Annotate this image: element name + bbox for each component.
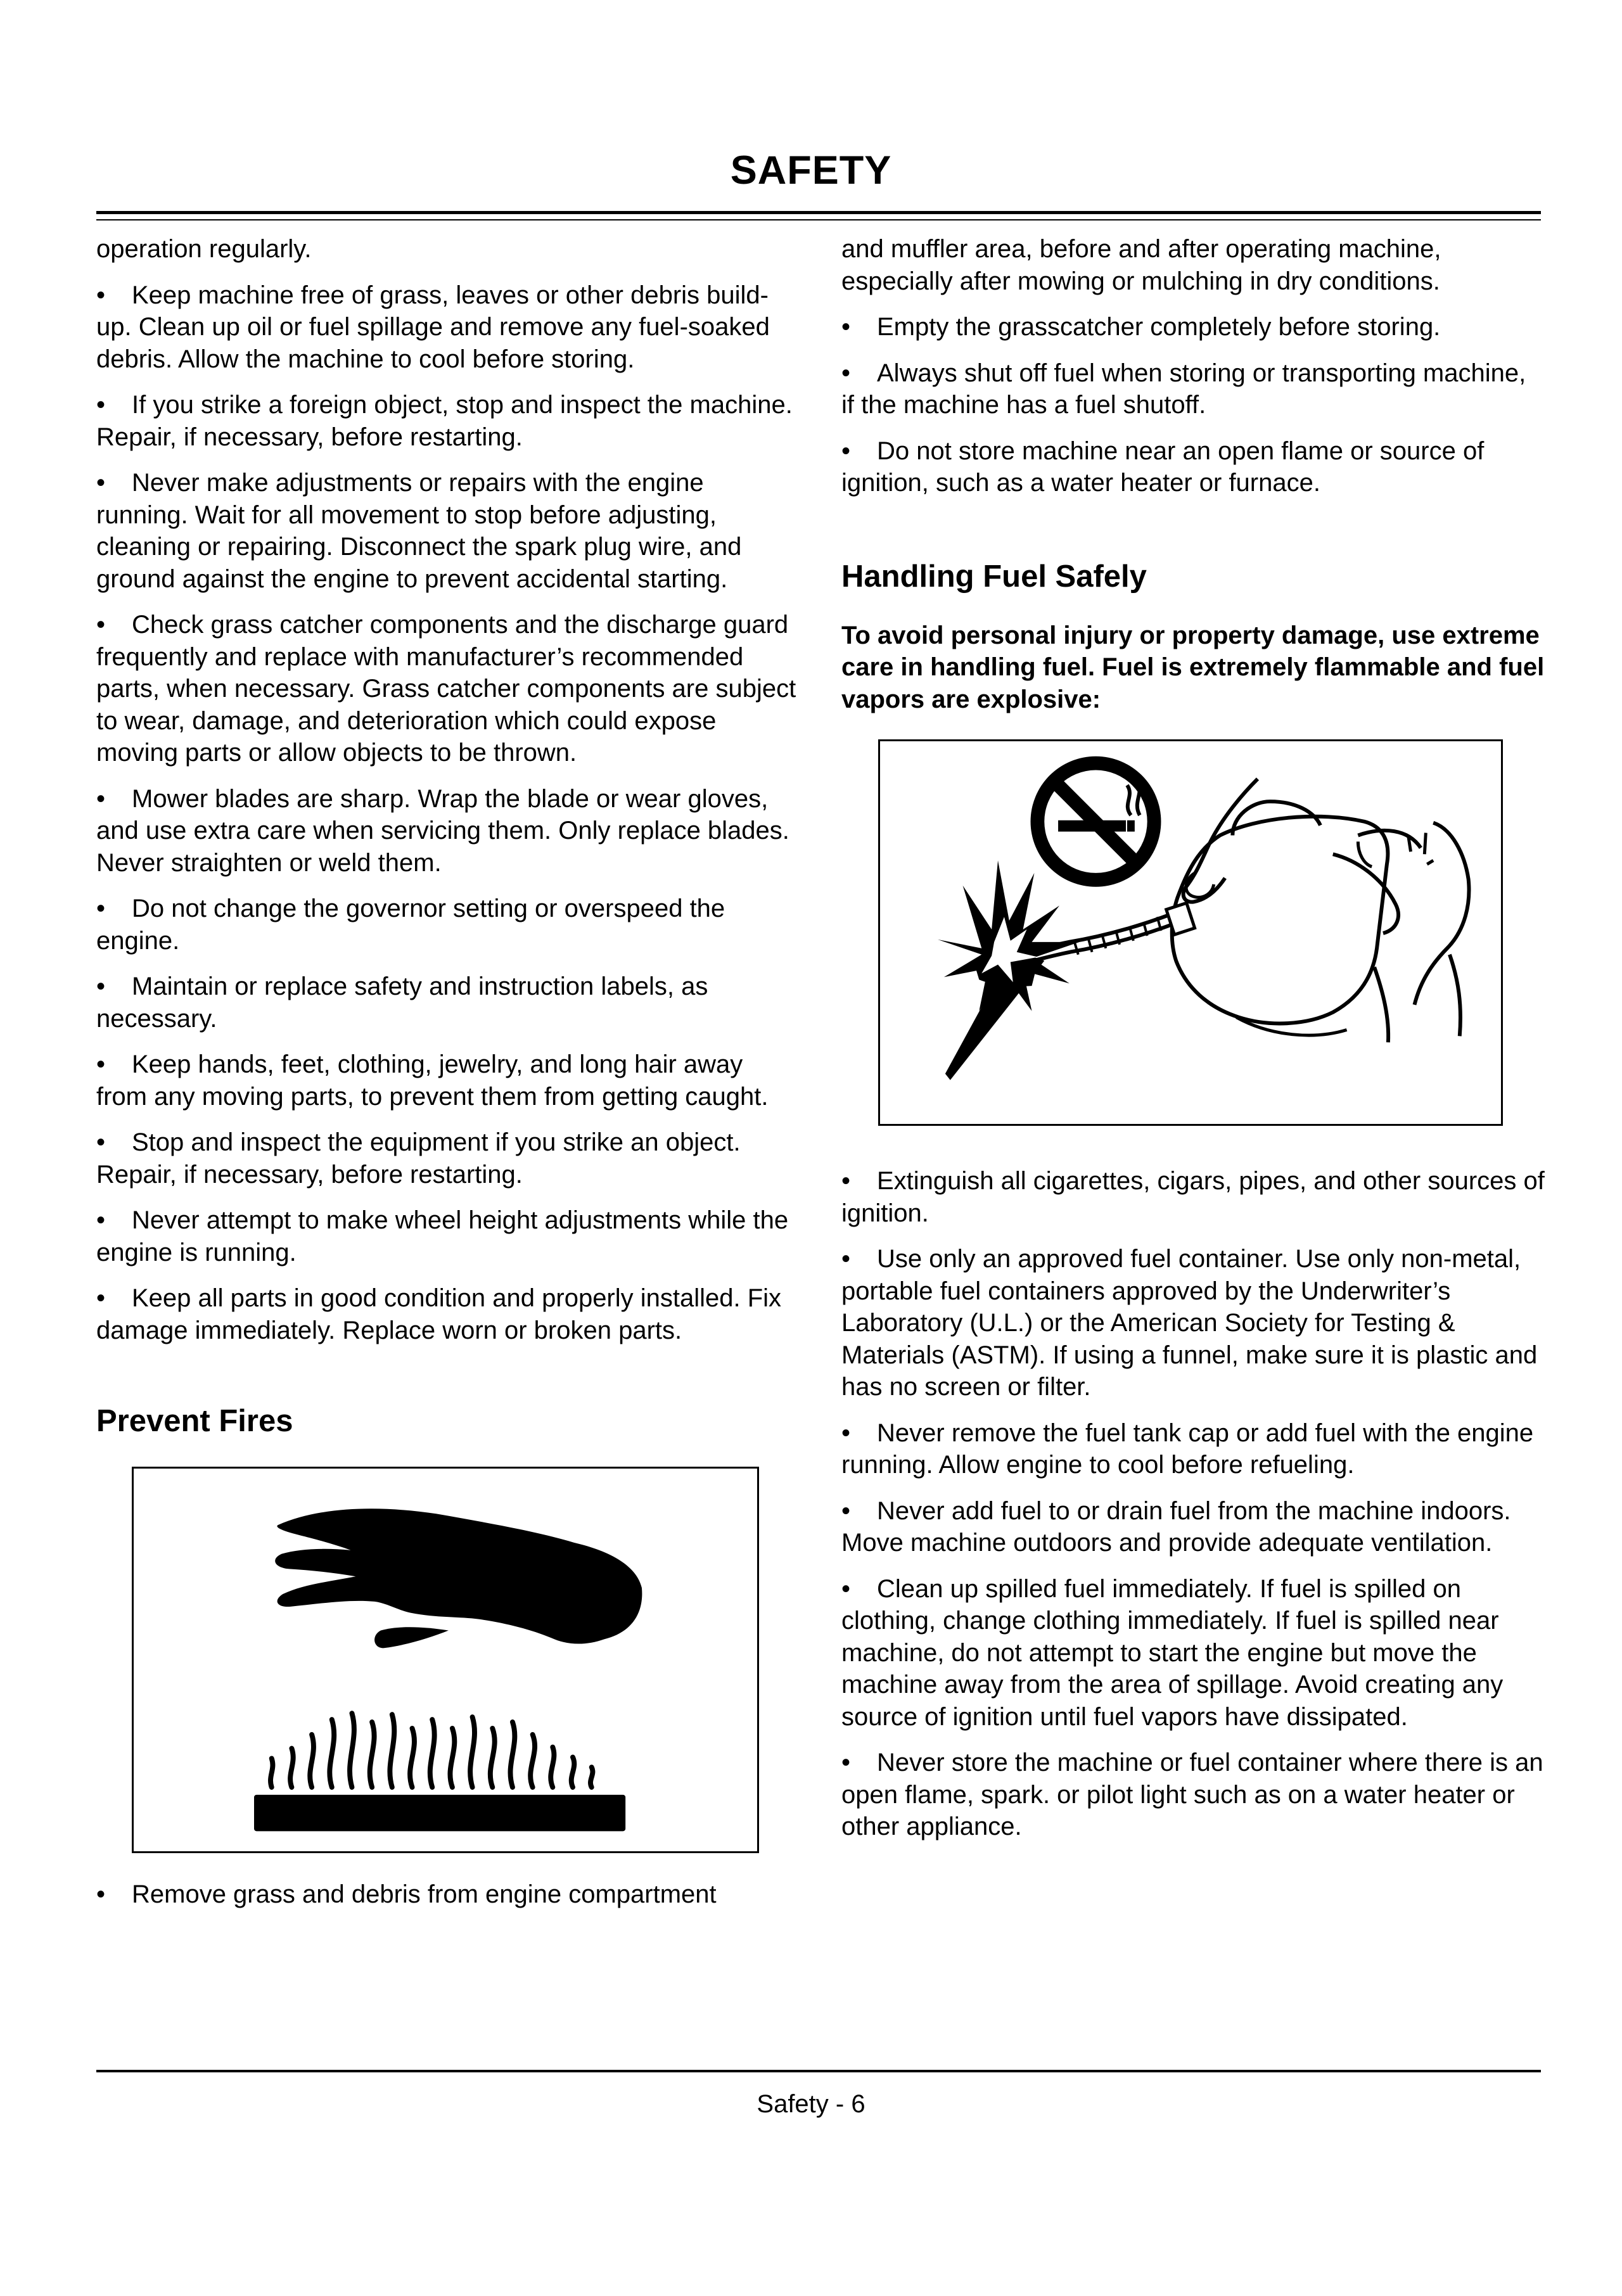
bullet-item <box>96 1878 800 1911</box>
bullet-item <box>841 311 1545 343</box>
bullet-item <box>96 1282 800 1346</box>
bullet-mark: • <box>841 437 851 465</box>
bullet-mark: • <box>96 895 106 922</box>
bullet-text: Do not store machine near an open flame or source of ignition, such as a water heater or furnace. <box>841 437 1485 497</box>
bullet-text: Never add fuel to or drain fuel from the machine indoors. Move machine outdoors and provide adequate ventilation. <box>841 1496 1511 1557</box>
bullet-item <box>96 1126 800 1190</box>
footer-rule <box>96 2070 1541 2072</box>
bullet-item <box>841 1573 1545 1733</box>
fuel-figure <box>878 739 1503 1126</box>
bullet-item <box>96 279 800 376</box>
header-rule-thin <box>96 219 1541 220</box>
bullet-item <box>841 1417 1545 1481</box>
bullet-item <box>841 1495 1545 1559</box>
page-title: SAFETY <box>730 148 892 193</box>
bullet-mark: • <box>96 611 106 639</box>
header-rule-thick <box>96 211 1541 214</box>
bullet-mark: • <box>96 784 106 813</box>
fuel-warning: To avoid personal injury or property damage, use extreme care in handling fuel. Fuel is extremely flammable and fuel vapors are explosive: <box>841 621 1545 713</box>
bullet-text: Remove grass and debris from engine compartment <box>132 1880 717 1908</box>
right-column <box>841 233 1545 1857</box>
bullet-item <box>96 609 800 769</box>
bullet-mark: • <box>96 281 106 309</box>
hot-surface-figure <box>132 1467 759 1853</box>
bullet-mark: • <box>96 391 106 419</box>
bullet-item <box>841 1747 1545 1843</box>
bullet-mark: • <box>96 973 106 1000</box>
bullet-item <box>96 783 800 879</box>
hand-over-flame-icon <box>134 1469 757 1851</box>
bullet-text: Maintain or replace safety and instruction labels, as necessary. <box>96 973 708 1033</box>
bullet-text: Never attempt to make wheel height adjustments while the engine is running. <box>96 1206 789 1266</box>
page-number: Safety - 6 <box>757 2090 865 2118</box>
bullet-item <box>96 971 800 1035</box>
bullet-text: Empty the grasscatcher completely before storing. <box>877 313 1441 341</box>
bullet-mark: • <box>96 1880 106 1908</box>
bullet-text: Keep all parts in good condition and properly installed. Fix damage immediately. Replace worn or broken parts. <box>96 1284 782 1344</box>
bullet-text: Always shut off fuel when storing or transporting machine, if the machine has a fuel shutoff. <box>841 359 1526 419</box>
bullet-item <box>96 1204 800 1268</box>
bullet-text: Keep hands, feet, clothing, jewelry, and long hair away from any moving parts, to prevent them from getting caught. <box>96 1050 769 1111</box>
continuation-text: operation regularly. <box>96 235 312 263</box>
bullet-mark: • <box>841 1749 851 1776</box>
bullet-text: Clean up spilled fuel immediately. If fuel is spilled on clothing, change clothing immediately. If fuel is spilled near machine, do not attempt to start the engine but move the machine away from the area of spillage. Avoid creating any source of ignition until fuel vapors have dissipated. <box>841 1574 1504 1731</box>
bullet-text: If you strike a foreign object, stop and inspect the machine. Repair, if necessary, before restarting. <box>96 391 793 451</box>
bullet-text: Extinguish all cigarettes, cigars, pipes, and other sources of ignition. <box>841 1167 1545 1227</box>
bullet-text: Use only an approved fuel container. Use only non-metal, portable fuel containers approved by the Underwriter’s Laboratory (U.L.) or the American Society for Testing & Materials (ASTM). If using a funnel, make sure it is plastic and has no screen or filter. <box>841 1245 1538 1401</box>
bullet-mark: • <box>96 469 106 497</box>
bullet-mark: • <box>96 1050 106 1078</box>
bullet-mark: • <box>841 313 851 341</box>
bullet-text: Never remove the fuel tank cap or add fuel with the engine running. Allow engine to cool before refueling. <box>841 1419 1534 1479</box>
bullet-item <box>96 1049 800 1113</box>
bullet-text: Mower blades are sharp. Wrap the blade or wear gloves, and use extra care when servicing them. Only replace blades. Never straighten or weld them. <box>96 784 789 877</box>
bullet-mark: • <box>96 1284 106 1312</box>
continuation-text: and muffler area, before and after operating machine, especially after mowing or mulching in dry conditions. <box>841 235 1441 295</box>
bullet-text: Keep machine free of grass, leaves or other debris build-up. Clean up oil or fuel spillage and remove any fuel-soaked debris. Allow the machine to cool before storing. <box>96 281 770 373</box>
bullet-item <box>96 389 800 453</box>
bullet-item <box>841 1165 1545 1229</box>
bullet-mark: • <box>841 1245 851 1273</box>
section-heading-handling-fuel: Handling Fuel Safely <box>841 559 1147 594</box>
bullet-mark: • <box>841 359 851 387</box>
bullet-item <box>841 357 1545 421</box>
bullet-text: Stop and inspect the equipment if you strike an object. Repair, if necessary, before restarting. <box>96 1128 741 1189</box>
bullet-item <box>841 1243 1545 1403</box>
bullet-item <box>96 893 800 957</box>
bullet-text: Never store the machine or fuel container where there is an open flame, spark. or pilot light such as on a water heater or other appliance. <box>841 1749 1543 1840</box>
bullet-mark: • <box>841 1419 851 1447</box>
bullet-mark: • <box>841 1496 851 1525</box>
no-smoking-fueling-icon <box>880 741 1501 1124</box>
bullet-mark: • <box>841 1574 851 1603</box>
section-heading-prevent-fires: Prevent Fires <box>96 1404 293 1438</box>
bullet-item <box>841 435 1545 499</box>
bullet-item <box>96 467 800 595</box>
bullet-mark: • <box>96 1206 106 1234</box>
bullet-mark: • <box>96 1128 106 1156</box>
left-column <box>96 233 800 1925</box>
bullet-text: Check grass catcher components and the discharge guard frequently and replace with manufacturer’s recommended parts, when necessary. Grass catcher components are subject to wear, damage, and deterioration which could expose moving parts or allow objects to be thrown. <box>96 611 796 767</box>
bullet-mark: • <box>841 1167 851 1195</box>
bullet-text: Never make adjustments or repairs with the engine running. Wait for all movement to stop before adjusting, cleaning or repairing. Disconnect the spark plug wire, and ground against the engine to prevent accidental starting. <box>96 469 742 593</box>
bullet-text: Do not change the governor setting or overspeed the engine. <box>96 895 725 955</box>
